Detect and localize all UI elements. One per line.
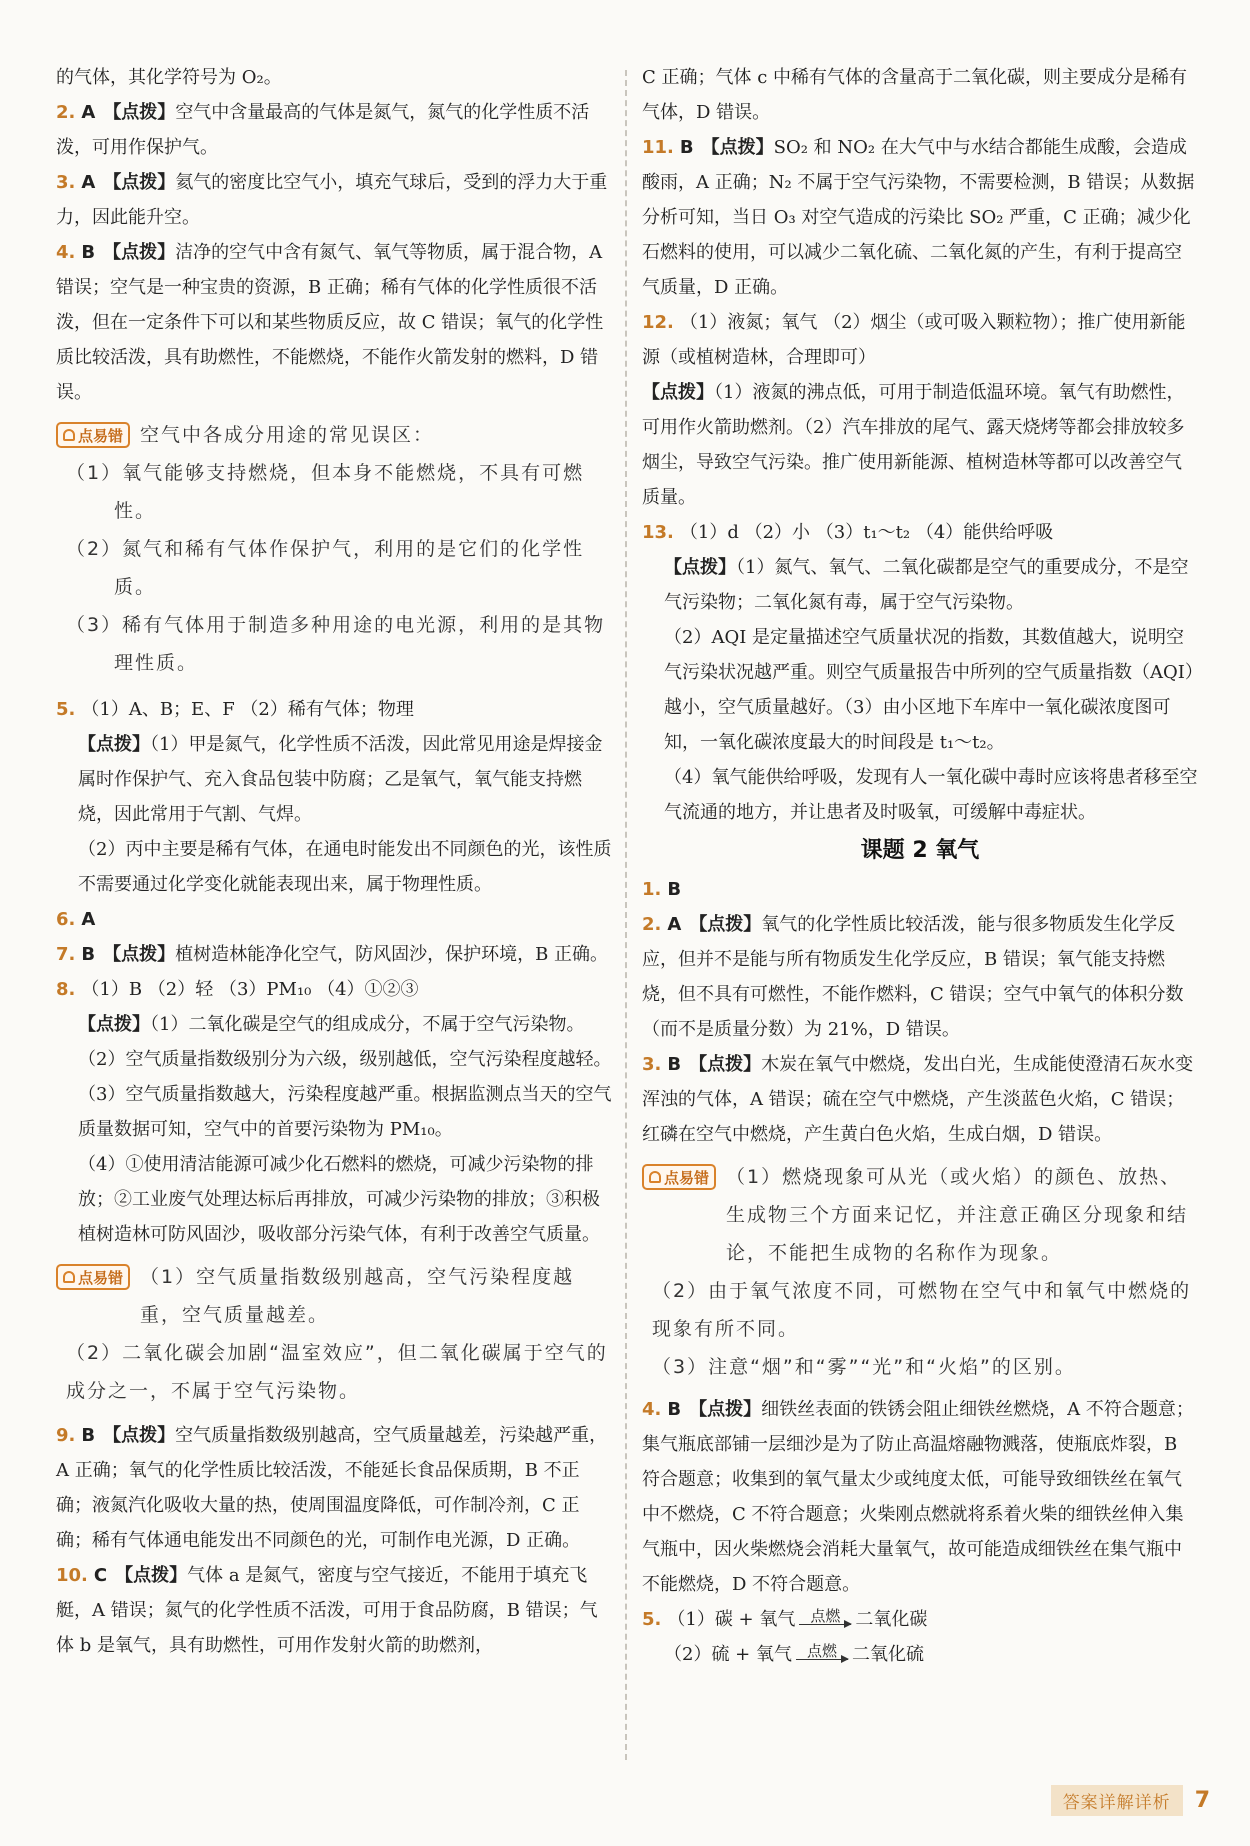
error-note-item: （2）氮气和稀有气体作保护气，利用的是它们的化学性质。 [66, 538, 585, 598]
error-note-item: （1）燃烧现象可从光（或火焰）的颜色、放热、生成物三个方面来记忆，并注意正确区分现象和结论，不能把生成物的名称作为现象。 [726, 1166, 1189, 1264]
answer-10: 10. C 【点拨】气体 a 是氮气，密度与空气接近，不能用于填充飞艇，A 错误；氮气的化学性质不活泼，可用于食品防腐，B 错误；气体 b 是氧气，具有助燃性，可用作发射火箭的助燃剂， [56, 1565, 598, 1656]
answer-12-explain: 【点拨】（1）液氮的沸点低，可用于制造低温环境。氧气有助燃性，可用作火箭助燃剂。（2）汽车排放的尾气、露天烧烤等都会排放较多烟尘，导致空气污染。推广使用新能源、植树造林等都可以改善空气质量。 [642, 382, 1185, 508]
section-title: 课题 2 氧气 [860, 838, 980, 863]
answer-8-explain-2: （2）空气质量指数级别分为六级，级别越低，空气污染程度越轻。（3）空气质量指数越大，污染程度越严重。根据监测点当天的空气质量数据可知，空气中的首要污染物为 PM₁₀。 [78, 1049, 612, 1140]
right-continued-line: C 正确；气体 c 中稀有气体的含量高于二氧化碳，则主要成分是稀有气体，D 错误。 [642, 67, 1188, 123]
left-continued-line: 的气体，其化学符号为 O₂。 [56, 67, 282, 88]
answer-2: 2. A 【点拨】空气中含量最高的气体是氮气，氮气的化学性质不活泼，可用作保护气。 [56, 102, 590, 158]
error-note-item: （2）由于氧气浓度不同，可燃物在空气中和氧气中燃烧的现象有所不同。 [652, 1280, 1192, 1340]
bell-icon [649, 1171, 661, 1183]
equation-1: 5. （1）碳 + 氧气 点燃 二氧化碳 [642, 1602, 1198, 1637]
answer-13: 13. （1）d （2）小 （3）t₁～t₂ （4）能供给呼吸 [642, 522, 1054, 543]
error-badge: 点易错 [56, 1264, 130, 1290]
error-note-3 [642, 1158, 1198, 1272]
answer-13-explain-2: （2）AQI 是定量描述空气质量状况的指数，其数值越大，说明空气污染状况越严重。则空气质量报告中所列的空气质量指数（AQI）越小，空气质量越好。（3）由小区地下车库中一氧化碳浓度图可知，一氧化碳浓度最大的时间段是 t₁～t₂。 [664, 627, 1194, 753]
answer-5: 5. （1）A、B；E、F （2）稀有气体；物理 [56, 699, 414, 720]
error-badge: 点易错 [642, 1164, 716, 1190]
error-note-2 [56, 1258, 612, 1334]
error-note-item: （1）空气质量指数级别越高，空气污染程度越重，空气质量越差。 [140, 1266, 575, 1326]
section-answer-2: 2. A 【点拨】氧气的化学性质比较活泼，能与很多物质发生化学反应，但并不是能与所有物质发生化学反应，B 错误；氧气能支持燃烧，但不具有可燃性，不能作燃料，C 错误；空气中氧气的体积分数（而不是质量分数）为 21%，D 错误。 [642, 914, 1184, 1040]
equation-2: （2）硫 + 氧气 点燃 二氧化硫 [642, 1637, 1198, 1672]
answer-7: 7. B 【点拨】植树造林能净化空气，防风固沙，保护环境，B 正确。 [56, 944, 609, 965]
error-note-item: （2）二氧化碳会加剧“温室效应”，但二氧化碳属于空气的成分之一，不属于空气污染物。 [66, 1342, 608, 1402]
answer-9: 9. B 【点拨】空气质量指数级别越高，空气质量越差，污染越严重，A 正确；氧气的化学性质比较活泼，不能延长食品保质期，B 不正确；液氮汽化吸收大量的热，使周围温度降低，可作制冷剂，C 正确；稀有气体通电能发出不同颜色的光，可制作电光源，D 正确。 [56, 1425, 608, 1551]
reaction-arrow: 点燃 [799, 1608, 851, 1637]
page-number: 7 [1194, 1788, 1210, 1813]
answer-13-explain: 【点拨】（1）氮气、氧气、二氧化碳都是空气的重要成分，不是空气污染物；二氧化氮有毒，属于空气污染物。 [664, 557, 1189, 613]
bell-icon [63, 429, 75, 441]
error-note-heading: 空气中各成分用途的常见误区： [140, 424, 435, 446]
error-note-item: （3）稀有气体用于制造多种用途的电光源，利用的是其物理性质。 [66, 614, 606, 674]
answer-12: 12. （1）液氮；氧气 （2）烟尘（或可吸入颗粒物）；推广使用新能源（或植树造林，合理即可） [642, 312, 1186, 368]
answer-4: 4. B 【点拨】洁净的空气中含有氮气、氧气等物质，属于混合物，A 错误；空气是一种宝贵的资源，B 正确；稀有气体的化学性质很不活泼，但在一定条件下可以和某些物质反应，故 C 错误；氧气的化学性质比较活泼，具有助燃性，不能燃烧，不能作火箭发射的燃料，D 错误。 [56, 242, 604, 403]
answer-5-explain-2: （2）丙中主要是稀有气体，在通电时能发出不同颜色的光，该性质不需要通过化学变化就能表现出来，属于物理性质。 [78, 839, 612, 895]
section-answer-3: 3. B 【点拨】木炭在氧气中燃烧，发出白光，生成能使澄清石灰水变浑浊的气体，A 错误；硫在空气中燃烧，产生淡蓝色火焰，C 错误；红磷在空气中燃烧，产生黄白色火焰，生成白烟，D 错误。 [642, 1054, 1194, 1145]
answer-5-explain: 【点拨】（1）甲是氮气，化学性质不活泼，因此常见用途是焊接金属时作保护气、充入食品包装中防腐；乙是氧气，氧气能支持燃烧，因此常用于气割、气焊。 [78, 734, 603, 825]
answer-6: 6. A [56, 909, 96, 930]
error-note-1 [56, 416, 612, 454]
column-divider [625, 70, 627, 1760]
answer-8-explain-3: （4）①使用清洁能源可减少化石燃料的燃烧，可减少污染物的排放；②工业废气处理达标后再排放，可减少污染物的排放；③积极植树造林可防风固沙，吸收部分污染气体，有利于改善空气质量。 [78, 1154, 600, 1245]
bell-icon [63, 1271, 75, 1283]
answer-8-explain: 【点拨】（1）二氧化碳是空气的组成成分，不属于空气污染物。 [78, 1014, 585, 1035]
error-note-item: （3）注意“烟”和“雾”“光”和“火焰”的区别。 [652, 1356, 1076, 1378]
section-answer-4: 4. B 【点拨】细铁丝表面的铁锈会阻止细铁丝燃烧，A 不符合题意；集气瓶底部铺一层细沙是为了防止高温熔融物溅落，使瓶底炸裂，B 符合题意；收集到的氧气量太少或纯度太低，可能导致细铁丝在氧气中不燃烧，C 不符合题意；火柴刚点燃就将系着火柴的细铁丝伸入集气瓶中，因火柴燃烧会消耗大量氧气，故可能造成细铁丝在集气瓶中不能燃烧，D 不符合题意。 [642, 1399, 1194, 1595]
answer-11: 11. B 【点拨】SO₂ 和 NO₂ 在大气中与水结合都能生成酸，会造成酸雨，A 正确；N₂ 不属于空气污染物，不需要检测，B 错误；从数据分析可知，当日 O₃ 对空气造成的污染比 SO₂ 严重，C 正确；减少化石燃料的使用，可以减少二氧化硫、二氧化氮的产生，有利于提高空气质量，D 正确。 [642, 137, 1195, 298]
left-column [56, 60, 612, 1663]
answer-8: 8. （1）B （2）轻 （3）PM₁₀ （4）①②③ [56, 979, 419, 1000]
error-note-item: （1）氧气能够支持燃烧，但本身不能燃烧，不具有可燃性。 [66, 462, 585, 522]
error-badge: 点易错 [56, 422, 130, 448]
reaction-arrow: 点燃 [796, 1643, 848, 1672]
answer-13-explain-3: （4）氧气能供给呼吸，发现有人一氧化碳中毒时应该将患者移至空气流通的地方，并让患者及时吸氧，可缓解中毒症状。 [664, 767, 1198, 823]
footer-label: 答案详解详析 [1051, 1785, 1183, 1816]
right-column [642, 60, 1198, 1672]
page-footer [1051, 1785, 1210, 1816]
section-answer-1: 1. B [642, 879, 682, 900]
answer-3: 3. A 【点拨】氦气的密度比空气小，填充气球后，受到的浮力大于重力，因此能升空。 [56, 172, 608, 228]
